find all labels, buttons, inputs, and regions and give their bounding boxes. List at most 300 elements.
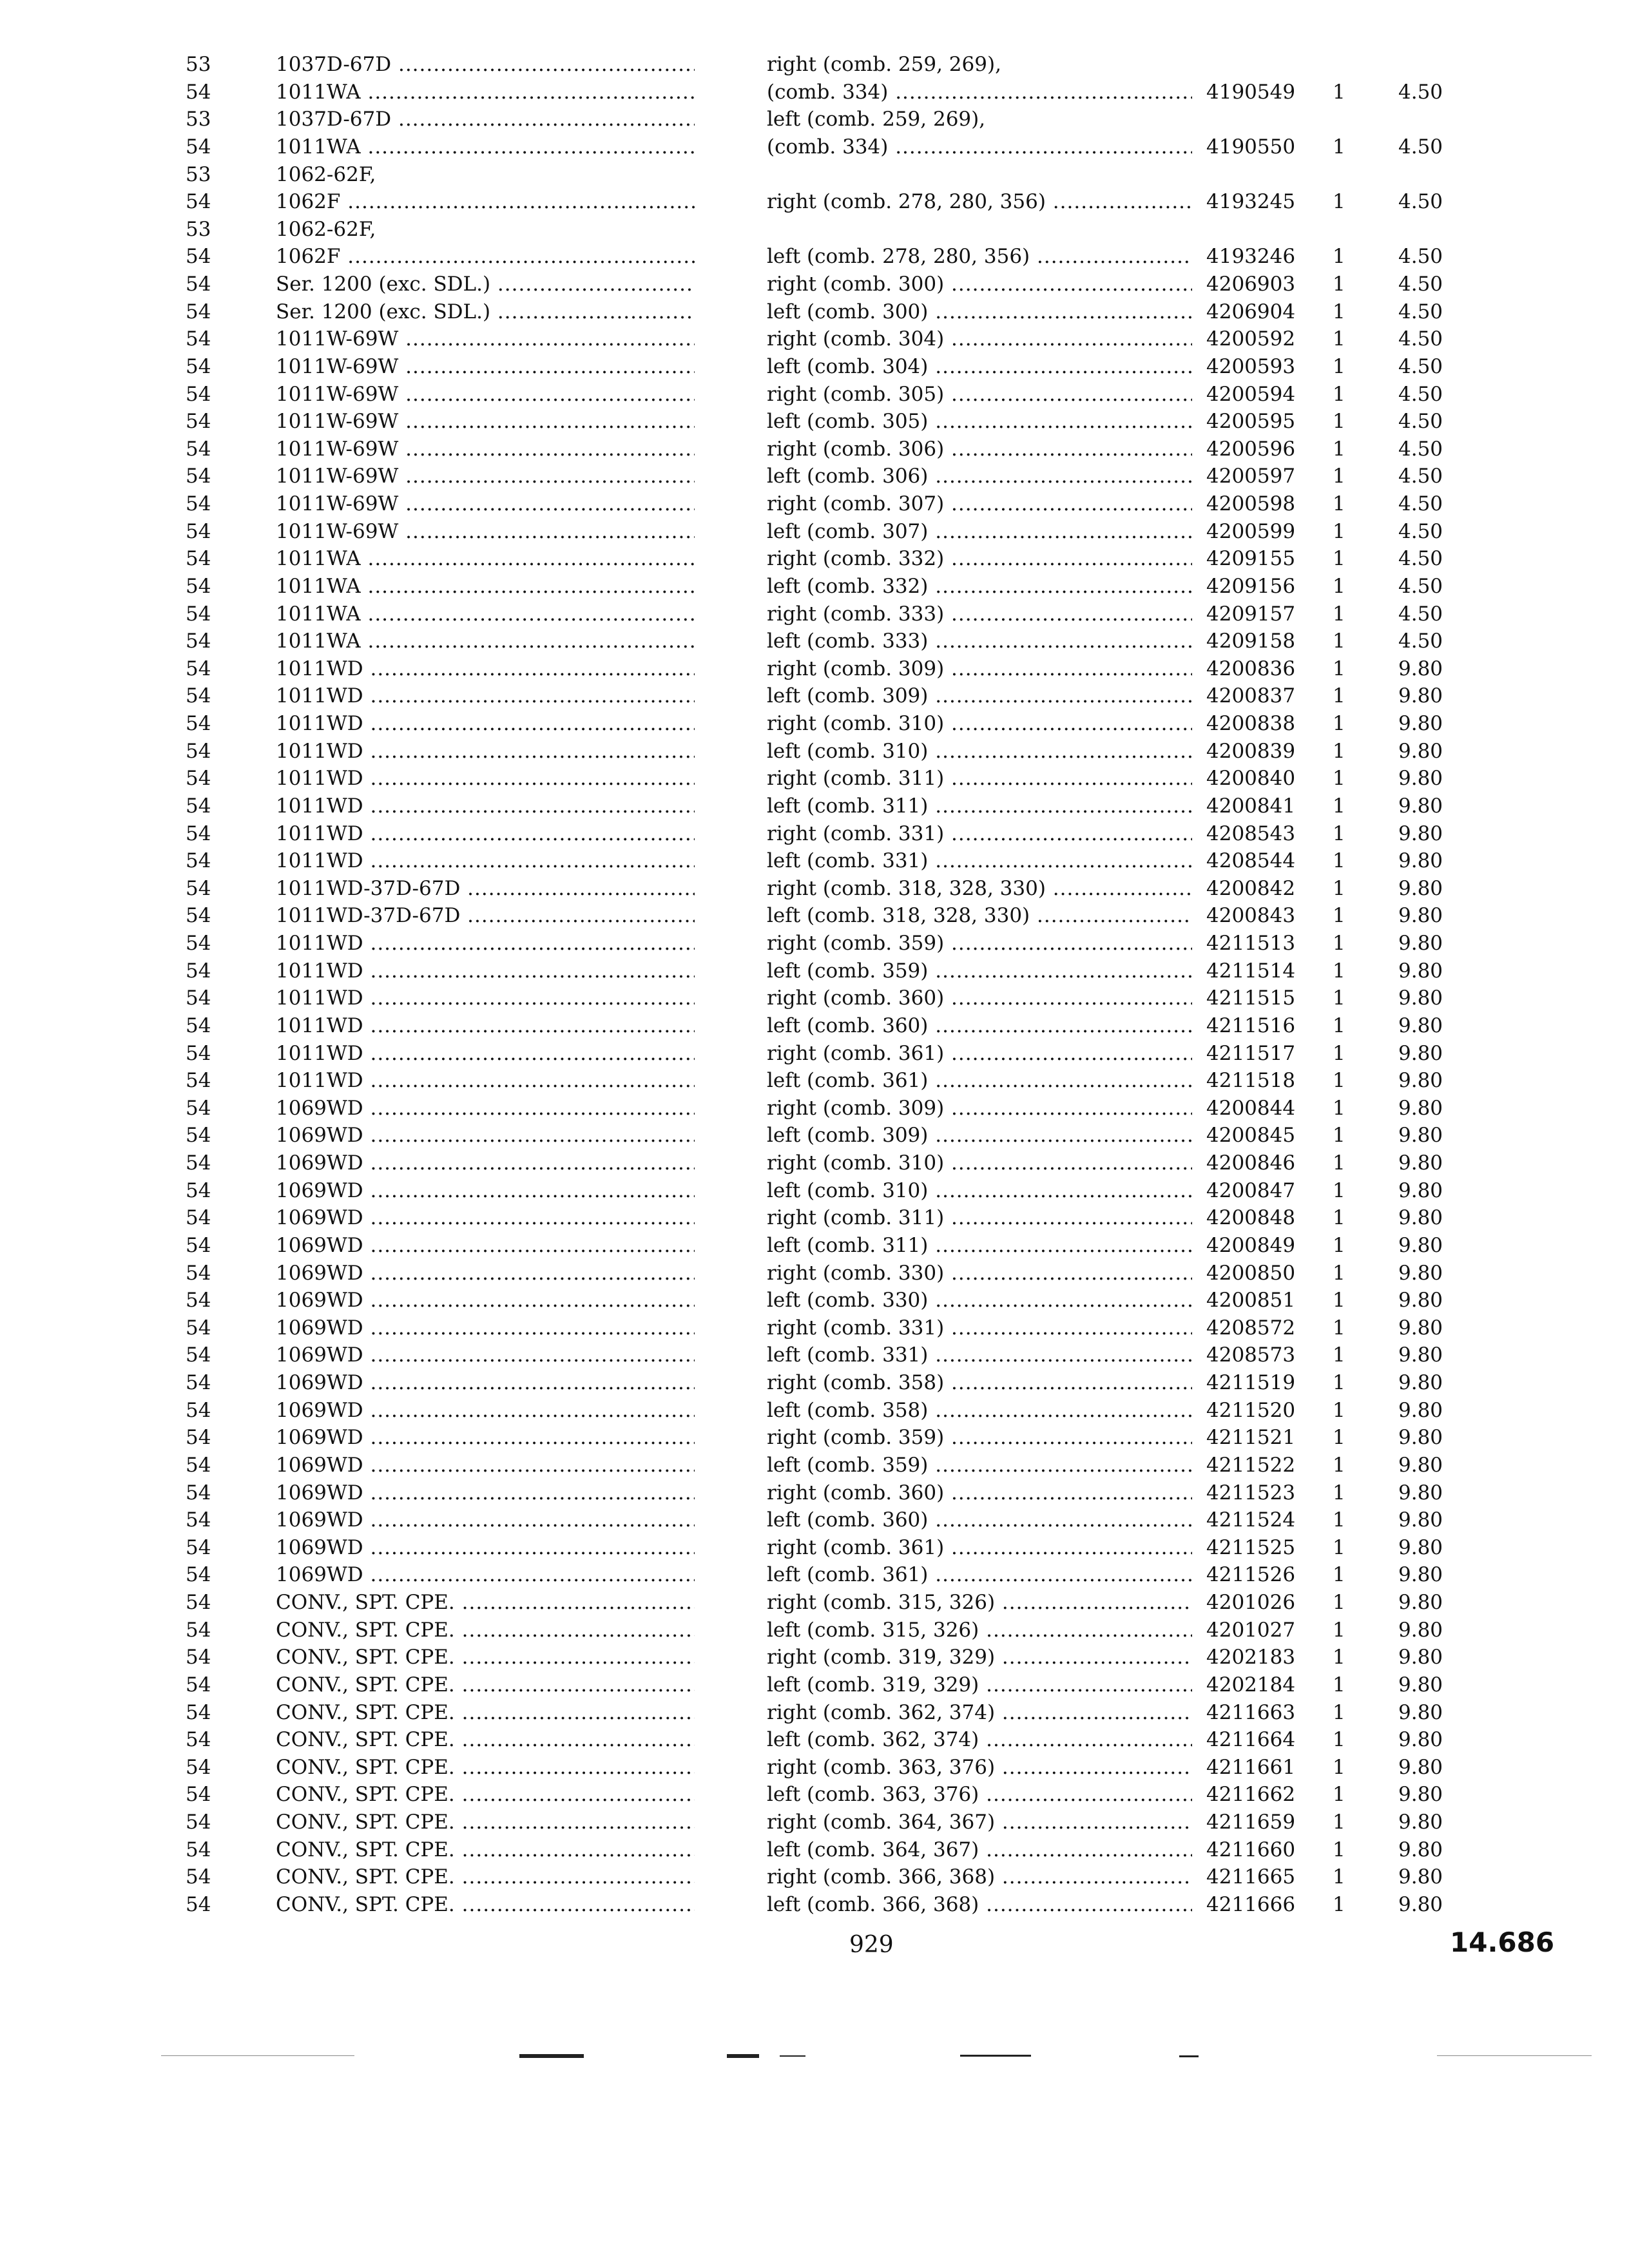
description-cell-text: right (comb. 361) <box>767 1042 945 1065</box>
description-cell <box>767 1892 1192 1917</box>
price-cell-text: 9.80 <box>1398 1289 1443 1312</box>
model-cell <box>276 463 695 489</box>
price-cell <box>1398 1342 1469 1368</box>
model-cell-text: 1011WD <box>276 1042 363 1065</box>
description-cell <box>767 1315 1192 1341</box>
quantity-cell-text: 1 <box>1333 520 1345 543</box>
price-cell-text: 9.80 <box>1398 1399 1443 1422</box>
description-cell <box>767 1150 1192 1176</box>
model-cell-text: 1069WD <box>276 1508 363 1532</box>
year-cell <box>186 1398 237 1423</box>
part-number-cell-text: 4200592 <box>1206 327 1296 351</box>
model-cell-text: CONV., SPT. CPE. <box>276 1728 455 1751</box>
part-number-cell <box>1206 930 1322 956</box>
price-cell-text: 9.80 <box>1398 767 1443 790</box>
model-cell-text: 1062-62F, <box>276 218 376 241</box>
year-cell <box>186 1068 237 1093</box>
description-cell <box>767 1507 1192 1533</box>
description-cell-text: right (comb. 318, 328, 330) <box>767 877 1046 900</box>
description-cell-text: right (comb. 259, 269), <box>767 53 1001 76</box>
model-cell-text: 1011WD <box>276 684 363 707</box>
part-number-cell <box>1206 1178 1322 1204</box>
year-cell-text: 54 <box>186 520 211 543</box>
description-cell <box>767 1233 1192 1258</box>
part-number-cell-text: 4200597 <box>1206 465 1296 488</box>
description-cell <box>767 628 1192 654</box>
description-cell <box>767 1727 1192 1753</box>
year-cell <box>186 1260 237 1286</box>
price-cell-text: 4.50 <box>1398 492 1443 515</box>
year-cell-text: 54 <box>186 904 211 927</box>
part-number-cell-text: 4211659 <box>1206 1811 1296 1834</box>
quantity-cell-text: 1 <box>1333 1097 1345 1120</box>
model-cell <box>276 1754 695 1780</box>
quantity-cell-text: 1 <box>1333 1151 1345 1175</box>
description-cell <box>767 326 1192 352</box>
year-cell <box>186 1837 237 1863</box>
part-number-cell-text: 4211520 <box>1206 1399 1296 1422</box>
price-cell <box>1398 930 1469 956</box>
year-cell-text: 54 <box>186 986 211 1010</box>
model-cell <box>276 1315 695 1341</box>
quantity-cell-text: 1 <box>1333 602 1345 626</box>
part-number-cell-text: 4208543 <box>1206 822 1296 845</box>
part-number-cell <box>1206 656 1322 682</box>
quantity-cell <box>1333 1287 1358 1313</box>
description-cell <box>767 408 1192 434</box>
description-cell-text: left (comb. 309) <box>767 1124 929 1147</box>
quantity-cell <box>1333 463 1358 489</box>
year-cell <box>186 326 237 352</box>
year-cell <box>186 1205 237 1231</box>
quantity-cell-text: 1 <box>1333 1069 1345 1092</box>
quantity-cell <box>1333 1260 1358 1286</box>
quantity-cell <box>1333 1644 1358 1670</box>
quantity-cell <box>1333 134 1358 160</box>
price-cell <box>1398 1068 1469 1093</box>
model-cell <box>276 216 695 242</box>
quantity-cell-text: 1 <box>1333 1206 1345 1229</box>
year-cell-text: 54 <box>186 849 211 872</box>
part-number-cell <box>1206 354 1322 380</box>
quantity-cell <box>1333 1782 1358 1807</box>
model-cell-text: 1011WD <box>276 740 363 763</box>
quantity-cell <box>1333 1122 1358 1148</box>
description-cell <box>767 793 1192 819</box>
year-cell <box>186 436 237 462</box>
quantity-cell <box>1333 1809 1358 1835</box>
price-cell-text: 9.80 <box>1398 1151 1443 1175</box>
price-cell <box>1398 1672 1469 1698</box>
description-cell-text: left (comb. 364, 367) <box>767 1838 979 1861</box>
price-cell <box>1398 848 1469 874</box>
quantity-cell <box>1333 765 1358 791</box>
model-cell-text: 1011WD-37D-67D <box>276 877 461 900</box>
model-cell <box>276 1782 695 1807</box>
price-cell <box>1398 491 1469 517</box>
description-cell <box>767 244 1192 269</box>
year-cell <box>186 821 237 847</box>
part-number-cell-text: 4200841 <box>1206 794 1296 818</box>
price-cell-text: 9.80 <box>1398 1728 1443 1751</box>
year-cell-text: 54 <box>186 410 211 433</box>
price-cell-text: 9.80 <box>1398 1343 1443 1367</box>
quantity-cell-text: 1 <box>1333 190 1345 213</box>
year-cell <box>186 765 237 791</box>
model-cell <box>276 134 695 160</box>
model-cell-text: 1069WD <box>276 1343 363 1367</box>
year-cell-text: 54 <box>186 959 211 983</box>
model-cell-text: 1011W-69W <box>276 465 399 488</box>
year-cell <box>186 1507 237 1533</box>
price-cell <box>1398 1233 1469 1258</box>
part-number-cell-text: 4200837 <box>1206 684 1296 707</box>
part-number-cell-text: 4211513 <box>1206 932 1296 955</box>
year-cell <box>186 1535 237 1561</box>
description-cell <box>767 1754 1192 1780</box>
year-cell <box>186 1370 237 1396</box>
part-number-cell <box>1206 1864 1322 1890</box>
part-number-cell <box>1206 1068 1322 1093</box>
description-cell-text: left (comb. 319, 329) <box>767 1673 979 1696</box>
part-number-cell <box>1206 546 1322 572</box>
description-cell-text: right (comb. 300) <box>767 273 945 296</box>
model-cell <box>276 546 695 572</box>
price-cell-text: 9.80 <box>1398 1262 1443 1285</box>
year-cell <box>186 573 237 599</box>
price-cell-text: 9.80 <box>1398 822 1443 845</box>
year-cell-text: 54 <box>186 1371 211 1394</box>
description-cell-text: left (comb. 315, 326) <box>767 1619 979 1642</box>
description-cell-text: right (comb. 333) <box>767 602 945 626</box>
part-number-cell-text: 4211522 <box>1206 1454 1296 1477</box>
quantity-cell-text: 1 <box>1333 135 1345 159</box>
year-cell <box>186 271 237 297</box>
model-cell <box>276 1700 695 1725</box>
year-cell <box>186 1864 237 1890</box>
part-number-cell-text: 4211663 <box>1206 1701 1296 1724</box>
year-cell-text: 54 <box>186 629 211 653</box>
year-cell <box>186 1452 237 1478</box>
description-cell <box>767 1260 1192 1286</box>
year-cell-text: 54 <box>186 1701 211 1724</box>
part-number-cell-text: 4208573 <box>1206 1343 1296 1367</box>
description-cell <box>767 271 1192 297</box>
description-cell-text: left (comb. 305) <box>767 410 929 433</box>
part-number-cell-text: 4200848 <box>1206 1206 1296 1229</box>
model-cell <box>276 821 695 847</box>
quantity-cell-text: 1 <box>1333 1701 1345 1724</box>
model-cell <box>276 738 695 764</box>
description-cell-text: left (comb. 309) <box>767 684 929 707</box>
description-cell-text: right (comb. 362, 374) <box>767 1701 996 1724</box>
part-number-cell-text: 4193245 <box>1206 190 1296 213</box>
quantity-cell-text: 1 <box>1333 986 1345 1010</box>
price-cell-text: 4.50 <box>1398 135 1443 159</box>
quantity-cell-text: 1 <box>1333 1508 1345 1532</box>
year-cell <box>186 106 237 132</box>
year-cell-text: 54 <box>186 794 211 818</box>
quantity-cell <box>1333 656 1358 682</box>
part-number-cell <box>1206 903 1322 928</box>
description-cell-text: left (comb. 331) <box>767 849 929 872</box>
quantity-cell-text: 1 <box>1333 959 1345 983</box>
price-cell-text: 9.80 <box>1398 1014 1443 1037</box>
model-cell-text: CONV., SPT. CPE. <box>276 1619 455 1642</box>
description-cell-text: right (comb. 361) <box>767 1536 945 1559</box>
year-cell <box>186 463 237 489</box>
quantity-cell <box>1333 354 1358 380</box>
price-cell-text: 9.80 <box>1398 877 1443 900</box>
part-number-cell <box>1206 876 1322 901</box>
model-cell-text: 1011WD <box>276 794 363 818</box>
part-number-cell-text: 4211526 <box>1206 1563 1296 1586</box>
year-cell <box>186 985 237 1011</box>
part-number-cell <box>1206 463 1322 489</box>
part-number-cell-text: 4200595 <box>1206 410 1296 433</box>
model-cell <box>276 1205 695 1231</box>
part-number-cell-text: 4200839 <box>1206 740 1296 763</box>
part-number-cell <box>1206 1452 1322 1478</box>
year-cell <box>186 793 237 819</box>
year-cell-text: 54 <box>186 300 211 323</box>
model-cell <box>276 1041 695 1066</box>
price-cell <box>1398 79 1469 105</box>
price-cell <box>1398 134 1469 160</box>
description-cell <box>767 821 1192 847</box>
description-cell <box>767 1809 1192 1835</box>
year-cell-text: 54 <box>186 684 211 707</box>
quantity-cell-text: 1 <box>1333 1619 1345 1642</box>
price-cell <box>1398 1178 1469 1204</box>
price-cell <box>1398 1287 1469 1313</box>
description-cell <box>767 79 1192 105</box>
model-cell-text: 1062F <box>276 245 341 268</box>
description-cell <box>767 738 1192 764</box>
description-cell <box>767 958 1192 984</box>
description-cell-text: right (comb. 364, 367) <box>767 1811 996 1834</box>
year-cell <box>186 1562 237 1588</box>
description-cell-text: left (comb. 359) <box>767 959 929 983</box>
year-cell <box>186 519 237 544</box>
year-cell <box>186 1315 237 1341</box>
description-cell <box>767 299 1192 325</box>
price-cell <box>1398 1837 1469 1863</box>
part-number-cell <box>1206 1122 1322 1148</box>
part-number-cell <box>1206 1342 1322 1368</box>
quantity-cell-text: 1 <box>1333 1234 1345 1257</box>
model-cell <box>276 1562 695 1588</box>
price-cell-text: 9.80 <box>1398 849 1443 872</box>
part-number-cell-text: 4211521 <box>1206 1426 1296 1449</box>
quantity-cell-text: 1 <box>1333 1426 1345 1449</box>
quantity-cell <box>1333 1617 1358 1643</box>
quantity-cell-text: 1 <box>1333 1591 1345 1614</box>
quantity-cell-text: 1 <box>1333 1893 1345 1916</box>
model-cell-text: 1069WD <box>276 1151 363 1175</box>
year-cell <box>186 1782 237 1807</box>
year-cell-text: 54 <box>186 712 211 735</box>
quantity-cell-text: 1 <box>1333 1289 1345 1312</box>
price-cell <box>1398 1370 1469 1396</box>
part-number-cell-text: 4208544 <box>1206 849 1296 872</box>
year-cell-text: 53 <box>186 218 211 241</box>
quantity-cell <box>1333 381 1358 407</box>
quantity-cell <box>1333 546 1358 572</box>
part-number-cell-text: 4211664 <box>1206 1728 1296 1751</box>
model-cell <box>276 1864 695 1890</box>
price-cell <box>1398 408 1469 434</box>
part-number-cell <box>1206 793 1322 819</box>
year-cell <box>186 738 237 764</box>
quantity-cell <box>1333 436 1358 462</box>
part-number-cell <box>1206 683 1322 709</box>
quantity-cell <box>1333 326 1358 352</box>
price-cell-text: 9.80 <box>1398 1893 1443 1916</box>
description-cell-text: left (comb. 333) <box>767 629 929 653</box>
quantity-cell-text: 1 <box>1333 1014 1345 1037</box>
part-number-cell-text: 4200847 <box>1206 1179 1296 1202</box>
scan-artifact <box>161 2055 354 2056</box>
part-number-cell <box>1206 958 1322 984</box>
year-cell-text: 54 <box>186 1289 211 1312</box>
year-cell-text: 54 <box>186 1042 211 1065</box>
year-cell <box>186 1233 237 1258</box>
page-number: 929 <box>849 1932 894 1958</box>
price-cell-text: 9.80 <box>1398 1508 1443 1532</box>
year-cell-text: 54 <box>186 273 211 296</box>
model-cell <box>276 985 695 1011</box>
quantity-cell <box>1333 903 1358 928</box>
description-cell <box>767 1041 1192 1066</box>
price-cell <box>1398 436 1469 462</box>
price-cell <box>1398 1095 1469 1121</box>
part-number-cell-text: 4209158 <box>1206 629 1296 653</box>
description-cell-text: right (comb. 360) <box>767 1481 945 1504</box>
quantity-cell <box>1333 711 1358 736</box>
description-cell <box>767 656 1192 682</box>
year-cell-text: 54 <box>186 1893 211 1916</box>
year-cell-text: 54 <box>186 932 211 955</box>
model-cell <box>276 1398 695 1423</box>
description-cell <box>767 573 1192 599</box>
year-cell <box>186 1122 237 1148</box>
price-cell-text: 9.80 <box>1398 1454 1443 1477</box>
description-cell <box>767 1068 1192 1093</box>
year-cell-text: 54 <box>186 877 211 900</box>
year-cell <box>186 1892 237 1917</box>
year-cell-text: 54 <box>186 1343 211 1367</box>
description-cell <box>767 1644 1192 1670</box>
model-cell <box>276 381 695 407</box>
year-cell-text: 54 <box>186 1811 211 1834</box>
part-number-cell <box>1206 1727 1322 1753</box>
model-cell <box>276 1727 695 1753</box>
quantity-cell-text: 1 <box>1333 1756 1345 1779</box>
price-cell <box>1398 1480 1469 1506</box>
price-cell-text: 9.80 <box>1398 1234 1443 1257</box>
price-cell <box>1398 244 1469 269</box>
part-number-cell <box>1206 1315 1322 1341</box>
year-cell-text: 54 <box>186 822 211 845</box>
model-cell-text: 1011WD <box>276 712 363 735</box>
quantity-cell-text: 1 <box>1333 1343 1345 1367</box>
part-number-cell <box>1206 1233 1322 1258</box>
part-number-cell <box>1206 711 1322 736</box>
price-cell <box>1398 1562 1469 1588</box>
price-cell <box>1398 903 1469 928</box>
year-cell <box>186 711 237 736</box>
description-cell <box>767 1095 1192 1121</box>
year-cell <box>186 683 237 709</box>
quantity-cell <box>1333 1095 1358 1121</box>
price-cell <box>1398 299 1469 325</box>
year-cell <box>186 1644 237 1670</box>
description-cell-text: left (comb. 307) <box>767 520 929 543</box>
model-cell-text: 1011WA <box>276 547 361 570</box>
model-cell <box>276 1617 695 1643</box>
quantity-cell-text: 1 <box>1333 1179 1345 1202</box>
price-cell-text: 4.50 <box>1398 410 1443 433</box>
model-cell-text: 1011WA <box>276 81 361 104</box>
part-number-cell <box>1206 244 1322 269</box>
year-cell-text: 54 <box>186 1179 211 1202</box>
quantity-cell-text: 1 <box>1333 932 1345 955</box>
year-cell <box>186 216 237 242</box>
description-cell <box>767 1782 1192 1807</box>
part-number-cell <box>1206 601 1322 627</box>
price-cell <box>1398 711 1469 736</box>
part-number-cell <box>1206 1700 1322 1725</box>
part-number-cell <box>1206 189 1322 215</box>
part-number-cell-text: 4211516 <box>1206 1014 1296 1037</box>
description-cell-text: (comb. 334) <box>767 135 889 159</box>
part-number-cell <box>1206 1672 1322 1698</box>
model-cell <box>276 1342 695 1368</box>
quantity-cell-text: 1 <box>1333 410 1345 433</box>
model-cell-text: 1011W-69W <box>276 410 399 433</box>
year-cell <box>186 546 237 572</box>
year-cell-text: 54 <box>186 1151 211 1175</box>
model-cell-text: 1069WD <box>276 1371 363 1394</box>
price-cell <box>1398 1260 1469 1286</box>
year-cell-text: 54 <box>186 245 211 268</box>
description-cell <box>767 1205 1192 1231</box>
quantity-cell-text: 1 <box>1333 1454 1345 1477</box>
part-number-cell-text: 4200851 <box>1206 1289 1296 1312</box>
description-cell <box>767 1864 1192 1890</box>
quantity-cell <box>1333 1178 1358 1204</box>
price-cell-text: 9.80 <box>1398 1673 1443 1696</box>
part-number-cell-text: 4201027 <box>1206 1619 1296 1642</box>
description-cell <box>767 765 1192 791</box>
part-number-cell-text: 4209155 <box>1206 547 1296 570</box>
model-cell-text: 1069WD <box>276 1206 363 1229</box>
quantity-cell <box>1333 519 1358 544</box>
model-cell-text: 1011WD-37D-67D <box>276 904 461 927</box>
description-cell <box>767 1122 1192 1148</box>
year-cell <box>186 299 237 325</box>
quantity-cell <box>1333 1864 1358 1890</box>
description-cell-text: right (comb. 304) <box>767 327 945 351</box>
year-cell-text: 54 <box>186 1206 211 1229</box>
year-cell <box>186 1617 237 1643</box>
quantity-cell <box>1333 793 1358 819</box>
year-cell-text: 54 <box>186 1508 211 1532</box>
year-cell <box>186 1178 237 1204</box>
year-cell <box>186 1480 237 1506</box>
price-cell-text: 9.80 <box>1398 1646 1443 1669</box>
